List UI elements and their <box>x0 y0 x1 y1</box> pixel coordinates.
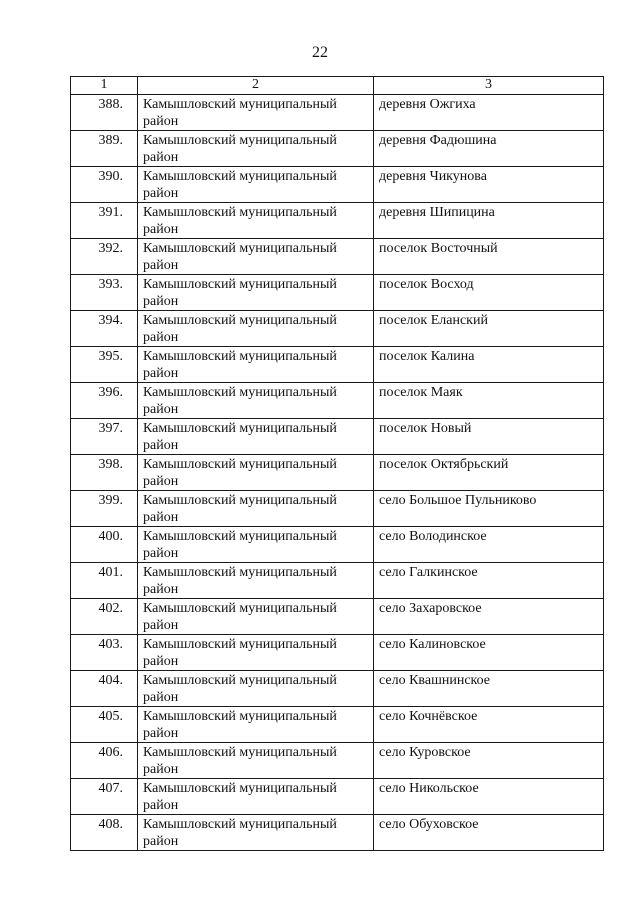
table-row <box>71 563 604 599</box>
municipal-district: Камышловский муниципальный район <box>138 635 374 671</box>
row-number: 391. <box>71 203 138 239</box>
row-number: 404. <box>71 671 138 707</box>
row-number: 407. <box>71 779 138 815</box>
settlement-name: село Галкинское <box>374 563 604 599</box>
row-number: 390. <box>71 167 138 203</box>
municipal-district: Камышловский муниципальный район <box>138 275 374 311</box>
table-row <box>71 599 604 635</box>
table-row <box>71 779 604 815</box>
municipal-district: Камышловский муниципальный район <box>138 95 374 131</box>
settlement-name: село Квашнинское <box>374 671 604 707</box>
settlement-name: поселок Новый <box>374 419 604 455</box>
row-number: 406. <box>71 743 138 779</box>
municipal-district: Камышловский муниципальный район <box>138 419 374 455</box>
municipal-district: Камышловский муниципальный район <box>138 311 374 347</box>
municipal-district: Камышловский муниципальный район <box>138 203 374 239</box>
settlement-name: поселок Маяк <box>374 383 604 419</box>
municipal-district: Камышловский муниципальный район <box>138 527 374 563</box>
settlement-name: поселок Восточный <box>374 239 604 275</box>
table-row <box>71 815 604 851</box>
municipal-district: Камышловский муниципальный район <box>138 671 374 707</box>
row-number: 402. <box>71 599 138 635</box>
settlement-name: деревня Фадюшина <box>374 131 604 167</box>
municipal-district: Камышловский муниципальный район <box>138 599 374 635</box>
municipal-district: Камышловский муниципальный район <box>138 131 374 167</box>
settlement-name: село Захаровское <box>374 599 604 635</box>
table-row <box>71 671 604 707</box>
settlement-name: село Куровское <box>374 743 604 779</box>
settlement-name: село Никольское <box>374 779 604 815</box>
settlements-table <box>70 76 604 851</box>
settlement-name: поселок Еланский <box>374 311 604 347</box>
table-row <box>71 383 604 419</box>
row-number: 396. <box>71 383 138 419</box>
row-number: 399. <box>71 491 138 527</box>
table-row <box>71 167 604 203</box>
municipal-district: Камышловский муниципальный район <box>138 239 374 275</box>
table-row <box>71 347 604 383</box>
municipal-district: Камышловский муниципальный район <box>138 347 374 383</box>
settlement-name: деревня Чикунова <box>374 167 604 203</box>
municipal-district: Камышловский муниципальный район <box>138 383 374 419</box>
row-number: 395. <box>71 347 138 383</box>
settlement-name: село Большое Пульниково <box>374 491 604 527</box>
row-number: 405. <box>71 707 138 743</box>
settlement-name: поселок Калина <box>374 347 604 383</box>
municipal-district: Камышловский муниципальный район <box>138 707 374 743</box>
municipal-district: Камышловский муниципальный район <box>138 491 374 527</box>
settlement-name: село Володинское <box>374 527 604 563</box>
table-row <box>71 239 604 275</box>
row-number: 388. <box>71 95 138 131</box>
settlement-name: поселок Восход <box>374 275 604 311</box>
column-header-district: 2 <box>138 77 374 95</box>
table-row <box>71 491 604 527</box>
table-row <box>71 527 604 563</box>
table-row <box>71 131 604 167</box>
settlement-name: поселок Октябрьский <box>374 455 604 491</box>
row-number: 408. <box>71 815 138 851</box>
municipal-district: Камышловский муниципальный район <box>138 167 374 203</box>
row-number: 403. <box>71 635 138 671</box>
row-number: 393. <box>71 275 138 311</box>
settlement-name: деревня Ожгиха <box>374 95 604 131</box>
municipal-district: Камышловский муниципальный район <box>138 563 374 599</box>
column-header-number: 1 <box>71 77 138 95</box>
row-number: 398. <box>71 455 138 491</box>
row-number: 394. <box>71 311 138 347</box>
settlement-name: село Кочнёвское <box>374 707 604 743</box>
municipal-district: Камышловский муниципальный район <box>138 779 374 815</box>
table-row <box>71 743 604 779</box>
table-row <box>71 635 604 671</box>
row-number: 389. <box>71 131 138 167</box>
column-header-settlement: 3 <box>374 77 604 95</box>
page-number: 22 <box>312 44 328 61</box>
settlement-name: деревня Шипицина <box>374 203 604 239</box>
table-row <box>71 311 604 347</box>
municipal-district: Камышловский муниципальный район <box>138 815 374 851</box>
table-body <box>71 95 604 851</box>
row-number: 401. <box>71 563 138 599</box>
table-row <box>71 419 604 455</box>
settlement-name: село Обуховское <box>374 815 604 851</box>
municipal-district: Камышловский муниципальный район <box>138 455 374 491</box>
table-row <box>71 455 604 491</box>
settlement-name: село Калиновское <box>374 635 604 671</box>
row-number: 392. <box>71 239 138 275</box>
row-number: 400. <box>71 527 138 563</box>
row-number: 397. <box>71 419 138 455</box>
municipal-district: Камышловский муниципальный район <box>138 743 374 779</box>
table-row <box>71 203 604 239</box>
table-row <box>71 275 604 311</box>
table-row <box>71 95 604 131</box>
table-header-row <box>71 77 604 95</box>
table-row <box>71 707 604 743</box>
